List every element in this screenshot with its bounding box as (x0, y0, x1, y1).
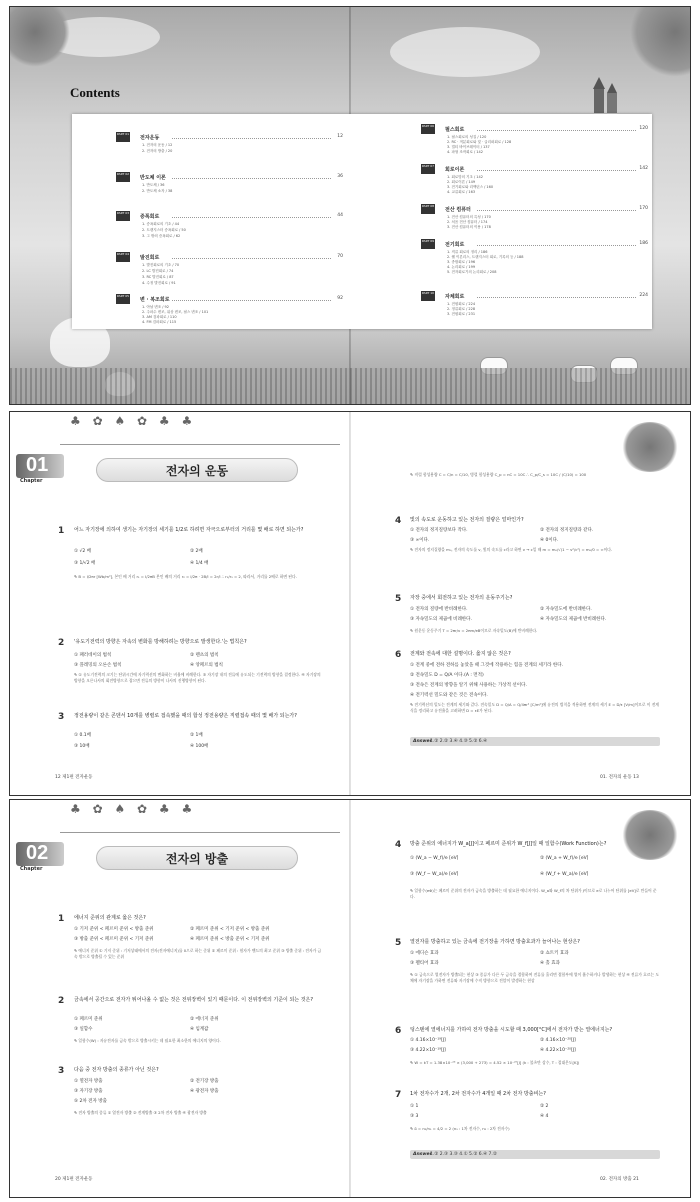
answer-option[interactable]: ① 1 (410, 1104, 419, 1109)
answer-option[interactable]: ① 0.1배 (74, 733, 91, 738)
part-title[interactable]: 반도체 이론 (140, 175, 166, 181)
toc-sub-item[interactable]: 2. 웰 이론리스, 트랜지스터 회로, 기록의 등 / 188 (447, 255, 524, 259)
answer-option[interactable]: ④ 0이다. (540, 538, 559, 543)
leader-line (172, 138, 331, 139)
answer-option[interactable]: ③ 전속은 전계의 방향을 알기 위해 사용하는 가상적 선이다. (410, 683, 527, 688)
answer-option[interactable]: ④ 홀 효과 (540, 961, 560, 966)
part-page: 70 (337, 254, 343, 259)
page-gutter (349, 412, 351, 795)
answer-option[interactable]: ② 1배 (190, 733, 203, 738)
answer-option[interactable]: ① 기저 준위 < 페르미 준위 < 방출 준위 (74, 927, 154, 932)
explanation (74, 1038, 324, 1044)
answer-option[interactable]: ① 전자의 정지질량보다 작다. (410, 528, 468, 533)
toc-sub-item[interactable]: 1. 전자의 운동 / 12 (142, 143, 173, 147)
chapter-number: 01 (26, 454, 49, 476)
leader-line (172, 217, 331, 218)
question-number: 3 (58, 712, 65, 722)
part-title[interactable]: 전자운동 (140, 135, 160, 141)
answer-option[interactable]: ② 쇼트키 효과 (540, 951, 569, 956)
part-badge: PART 02 (116, 172, 130, 182)
answer-option[interactable]: ③ 일함수 (74, 1027, 93, 1032)
explanation (410, 1126, 660, 1132)
question-text: 방출 준위의 에너지가 W_a[J]이고 페르미 준위가 W_f[J]일 때 일함수(Work Function)는? (410, 841, 607, 847)
part-badge: PART 09 (421, 239, 435, 249)
answer-option[interactable]: ③ 방출 준위 < 페르미 준위 < 기저 준위 (74, 937, 154, 942)
leader-line (477, 210, 636, 211)
chapter-number-box (16, 454, 64, 478)
explanation-text: 전자 방출의 종류 ① 열전자 방출 ② 전계방출 ③ 2차 전자 방출 ④ 광전자 방출 (78, 1110, 207, 1115)
answer-option[interactable]: ④ 4 (540, 1114, 549, 1119)
toc-sub-item[interactable]: 2. 회로이론 / 149 (447, 180, 476, 184)
contents-title: Contents (70, 85, 120, 100)
sprout-decoration: ♣ ✿ ♠ ✿ ♣ ♣ (70, 414, 197, 428)
question-number: 2 (58, 638, 65, 648)
toc-sub-item[interactable]: 2. 반도체 소자 / 38 (142, 189, 173, 193)
explanation-text: 직렬 합성용량 C = C/n = C/10, 병렬 합성용량 C_p = nC = 10C ∴ C_p/C_s = 10C / (C/10) = 100 (414, 472, 587, 477)
chapter-title-pill (96, 458, 298, 482)
castle-icon (585, 75, 625, 115)
chapter-rule (60, 444, 340, 445)
page-footer-left: 20 제1편 전자운동 (55, 1177, 93, 1182)
explanation-icon: ✎ (410, 1060, 414, 1065)
explanation-icon: ✎ (74, 1110, 78, 1115)
explanation (74, 948, 324, 960)
toc-sub-item[interactable]: 4. 교류회로 / 163 (447, 190, 476, 194)
toc-sub-item[interactable]: 1. 증폭회로의 기초 / 44 (142, 222, 180, 226)
answer-option[interactable]: ③ 1/√2 배 (74, 561, 96, 566)
part-page: 92 (337, 296, 343, 301)
explanation-icon: ✎ (74, 1038, 78, 1043)
question-number: 5 (395, 594, 402, 604)
answer-option[interactable]: ③ 펠티어 효과 (410, 961, 439, 966)
toc-sub-item[interactable]: 5. 전자회로기의 논리회로 / 208 (447, 270, 497, 274)
answer-option[interactable]: ④ 전기력선 밀도와 같은 것은 전속이다. (410, 693, 488, 698)
explanation-icon: ✎ (410, 628, 414, 633)
question-text: 금속에서 공간으로 전자가 튀어나올 수 없는 것은 전위장벽이 있기 때문이다. 이 전위장벽의 기준이 되는 것은? (74, 997, 314, 1003)
explanation-text: 전기력선의 밀도는 전계의 세기와 같다. 전속밀도 D = Q/A = Q/4πr² [C/m²]에 유전의 법칙을 적용하면 전계의 세기 E = D/ε [V/m]이므로 이 전계식을 정리하고 유전율을 고려하면 D = εE가 된다. (410, 702, 659, 713)
leader-line (172, 258, 331, 259)
explanation-icon: ✎ (410, 702, 414, 707)
toc-sub-item[interactable]: 3. AM 검파회로 / 110 (142, 315, 177, 319)
cloud-decoration (390, 27, 540, 77)
explanation-text: 에너지 준위 ① 기저 준위 : 기저상태에서의 전자(전자에너지)를 0으로 하는 준위 ② 페르미 준위 : 원자가 밴드의 최고 준위 ③ 방출 준위 : 전자가 금속 밖으로 방출될 수 있는 준위 (74, 948, 322, 959)
question-number: 3 (58, 1066, 65, 1076)
part-title[interactable]: 자체회로 (445, 294, 465, 300)
part-title[interactable]: 증폭회로 (140, 214, 160, 220)
explanation-text: B = I/2πr [Wb/m²], 본인 배 거리 r₁ = I/2πB 본인 배의 거리 r₂ = I/2π · 2B/I = 2r/I ∴ r₂/r₁ = 2, 따라서, 거리를 2배로 하면 된다. (78, 574, 297, 579)
answer-option[interactable]: ① 패러데이의 법칙 (74, 653, 112, 658)
part-page: 120 (639, 126, 648, 131)
part-badge: PART 06 (421, 124, 435, 134)
toc-sub-item[interactable]: 1. 전산 컴퓨터의 특성 / 170 (447, 215, 491, 219)
answer-option[interactable]: ④ 앙페르의 법칙 (190, 663, 223, 668)
answer-key-bar (410, 737, 660, 746)
toc-sub-item[interactable]: 2. 트랜지스터 증폭회로 / 50 (142, 228, 186, 232)
question-text: 에너지 준위의 관계로 옳은 것은? (74, 915, 146, 921)
chapter-02-spread (9, 799, 691, 1198)
question-number: 4 (395, 516, 402, 526)
answer-option[interactable]: ③ 3 (410, 1114, 419, 1119)
answer-option[interactable]: ① 에디슨 효과 (410, 951, 439, 956)
explanation (410, 702, 660, 714)
toc-sub-item[interactable]: 1. 직류 회로의 정리 / 186 (447, 250, 488, 254)
question-number: 6 (395, 1026, 402, 1036)
part-page: 44 (337, 213, 343, 218)
toc-sub-item[interactable]: 3. 전기회로와 리액턴스 / 160 (447, 185, 494, 189)
tree-decoration (630, 6, 691, 77)
explanation-icon: ✎ (410, 888, 414, 893)
answer-option[interactable]: ③ 자기장 방출 (74, 1089, 103, 1094)
answer-key-label: Answer (413, 1152, 432, 1157)
answer-option[interactable]: ② 전자의 정지질량과 같다. (540, 528, 594, 533)
part-title[interactable]: 전기회로 (445, 242, 465, 248)
leader-line (477, 130, 636, 131)
part-badge: PART 05 (116, 294, 130, 304)
question-number: 1 (58, 526, 65, 536)
question-text: '유도기전력의 방향은 자속의 변화를 방해하려는 방향으로 발생한다.'는 법칙은? (74, 639, 247, 645)
answer-option[interactable]: ① 열전자 방출 (74, 1079, 103, 1084)
explanation (410, 1060, 660, 1066)
answer-option[interactable]: ④ 4.22×10⁻²⁰[J] (540, 1048, 576, 1053)
toc-sub-item[interactable]: 3. 전원회로 / 231 (447, 312, 476, 316)
explanation-icon: ✎ (410, 1126, 414, 1131)
leader-line (477, 245, 636, 246)
answer-key-label: Answer (413, 739, 432, 744)
answer-option[interactable]: ③ ∞이다. (410, 538, 430, 543)
explanation (74, 1110, 324, 1116)
question-text: 전계와 전속에 대한 설명이다. 옳지 않은 것은? (410, 651, 511, 657)
contents-spread (9, 6, 691, 405)
part-page: 142 (639, 166, 648, 171)
question-number: 4 (395, 840, 402, 850)
answer-option[interactable]: ① 페르미 준위 (74, 1017, 103, 1022)
answer-option[interactable]: ② 전기장 방출 (190, 1079, 219, 1084)
part-badge: PART 01 (116, 132, 130, 142)
part-page: 224 (639, 293, 648, 298)
answer-option[interactable]: ② 전속밀도 D = Q/A 이다.(A : 면적) (410, 673, 484, 678)
chapter-title: 전자의 방출 (165, 852, 229, 866)
explanation-text: 원운동 운동주기 T = 2πr/v = 2πm/eB이므로 자속밀도(B)에 반비례한다. (414, 628, 538, 633)
part-badge: PART 10 (421, 291, 435, 301)
answer-option[interactable]: ① 전자의 질량에 반비례한다. (410, 607, 468, 612)
explanation (410, 547, 650, 553)
part-badge: PART 07 (421, 164, 435, 174)
question-number: 2 (58, 996, 65, 1006)
part-title[interactable]: 발진회로 (140, 255, 160, 261)
explanation (74, 574, 314, 580)
answer-key-text: 1.② 2.③ 3.③ 4.① 5.② 6.④ 7.② (430, 1152, 497, 1157)
answer-option[interactable]: ④ (W_f + W_a)/e [eV] (540, 872, 589, 877)
question-text: 어느 자기장에 의하여 생기는 자기장의 세기를 1/2로 하려면 자극으로부터의 거리를 몇 배로 하면 되는가? (74, 527, 304, 533)
question-text: 빛의 속도로 운동하고 있는 전자의 질량은 얼마인가? (410, 517, 524, 523)
explanation-text: W = kT = 1.38×10⁻²³ × (3,000 + 273) = 4.52 × 10⁻²⁰[J] (k : 볼츠만 상수, T : 절대온도[K]) (414, 1060, 580, 1065)
explanation-text: 일함수(W) : 자유전자를 금속 밖으로 방출시키는 데 필요한 최소한의 에너지의 양이다. (78, 1038, 221, 1043)
explanation-text: 전자의 정지질량을 m₀, 전자의 속도를 v, 빛의 속도를 c라고 하면 v → c일 때 m = m₀/√(1 − v²/c²) = m₀/0 = ∞이다. (414, 547, 613, 552)
toc-sub-item[interactable]: 1. 아날 변조 / 92 (142, 305, 169, 309)
answer-option[interactable]: ④ 페르미 준위 < 방출 준위 < 기저 준위 (190, 937, 270, 942)
part-badge: PART 04 (116, 252, 130, 262)
explanation-text: δ = n₂/n₁ = 4/2 = 2 (n₁ : 1차 전자수, n₂ : 2차 전자수) (414, 1126, 510, 1131)
answer-key-bar (410, 1150, 660, 1159)
chapter-number-box (16, 842, 64, 866)
question-number: 5 (395, 938, 402, 948)
answer-option[interactable]: ② 페르미 준위 < 기저 준위 < 방출 준위 (190, 927, 270, 932)
explanation (410, 628, 650, 634)
explanation-icon: ✎ (410, 547, 414, 552)
toc-sub-item[interactable]: 1. 전원회로 / 224 (447, 302, 476, 306)
explanation (74, 672, 324, 684)
answer-option[interactable]: ② 자속밀도에 반비례한다. (540, 607, 592, 612)
chapter-header (16, 454, 336, 484)
toc-sub-item[interactable]: 4. 파형 조작회로 / 142 (447, 150, 483, 154)
toc-sub-item[interactable]: 3. 전산 컴퓨터의 이용 / 178 (447, 225, 491, 229)
answer-option[interactable]: ④ 1/4 배 (190, 561, 209, 566)
part-page: 186 (639, 241, 648, 246)
question-number: 1 (58, 914, 65, 924)
question-number: 7 (395, 1090, 402, 1100)
chapter-01-spread (9, 411, 691, 796)
answer-option[interactable]: ① 전계 중에 전하 전하를 놓았을 때 그것에 작용하는 힘을 전계의 세기라 한다. (410, 663, 564, 668)
toc-sub-item[interactable]: 2. 처음 전산 컴퓨터 / 174 (447, 220, 488, 224)
part-title[interactable]: 변 · 복조회로 (140, 297, 170, 303)
page-footer-right: 01. 전자의 운동 13 (600, 775, 639, 780)
answer-key-text: 1.② 2.② 3.④ 4.③ 5.② 6.④ (430, 739, 488, 744)
answer-option[interactable]: ① √2 배 (74, 549, 91, 554)
answer-option[interactable]: ④ 임계값 (190, 1027, 209, 1032)
explanation-icon: ✎ (410, 972, 414, 977)
answer-option[interactable]: ② 4.16×10⁻²⁰[J] (540, 1038, 576, 1043)
chapter-number: 02 (26, 842, 49, 864)
leader-line (477, 170, 636, 171)
explanation (410, 972, 660, 984)
toc-sub-item[interactable]: 3. 종합회로 / 196 (447, 260, 476, 264)
explanation-icon: ✎ (74, 574, 78, 579)
part-title[interactable]: 전산 컴퓨터 (445, 207, 471, 213)
part-page: 170 (639, 206, 648, 211)
toc-sub-item[interactable]: 2. 정류회로 / 228 (447, 307, 476, 311)
toc-sub-item[interactable]: 3. RC 발진회로 / 87 (142, 275, 174, 279)
chapter-title-pill (96, 846, 298, 870)
table-of-contents (72, 114, 652, 329)
question-text: 정전용량이 같은 콘덴서 10개를 병렬로 접속했을 때의 합성 정전용량은 직렬접속 때의 몇 배가 되는가? (74, 713, 297, 719)
toc-sub-item[interactable]: 3. 그 밖의 증폭회로 / 62 (142, 234, 181, 238)
toc-sub-item[interactable]: 4. 논리회로 / 199 (447, 265, 476, 269)
leader-line (172, 300, 331, 301)
answer-option[interactable]: ③ 자속밀도의 제곱에 비례한다. (410, 617, 472, 622)
page-footer-left: 12 제1편 전자운동 (55, 775, 93, 780)
explanation (410, 888, 660, 900)
toc-sub-item[interactable]: 2. 전자의 방출 / 20 (142, 149, 173, 153)
leader-line (172, 178, 331, 179)
toc-sub-item[interactable]: 2. 주파수 변조, 위상 변조, 펄스 변조 / 101 (142, 310, 209, 314)
answer-option[interactable]: ④ 100배 (190, 744, 209, 749)
part-page: 12 (337, 134, 343, 139)
explanation-text: 일함수(eΦ)는 페르미 준위의 전자가 금속을 방출하는 데 필요한 에너지이다. W_a와 W_f의 차 단위가 J이므로 e로 나누어 단위를 [eV]로 만들어 준다. (410, 888, 657, 899)
answer-option[interactable]: ② 2배 (190, 549, 203, 554)
explanation-icon: ✎ (74, 672, 78, 677)
chapter-label: Chapter (20, 866, 43, 872)
answer-option[interactable]: ① (W_a − W_f)/e [eV] (410, 856, 459, 861)
chapter-label: Chapter (20, 478, 43, 484)
answer-option[interactable]: ④ 자속밀도의 제곱에 반비례한다. (540, 617, 607, 622)
tree-decoration (9, 6, 70, 67)
explanation-icon: ✎ (410, 472, 414, 477)
toc-sub-item[interactable]: 1. 회로망의 기초 / 142 (447, 175, 483, 179)
explanation-text: ① 유도기전력의 크기는 단위시간에 자기력선의 변화하는 비율에 비례한다. ③ 자기장 내의 전류에 유도되는 기전력의 방향을 결정한다. ④ 자기장의 방향을 오른나사의 회전방향으로 잡으면 전류의 방향이 나사의 진행방향이 된다. (74, 672, 321, 683)
part-title[interactable]: 펄스회로 (445, 127, 465, 133)
leader-line (477, 297, 636, 298)
part-badge: PART 08 (421, 204, 435, 214)
toc-sub-item[interactable]: 1. 반도체 / 36 (142, 183, 165, 187)
toc-sub-item[interactable]: 2. RC · 적분회로와 및 · 클리퍼회로 / 128 (447, 140, 512, 144)
page-gutter (349, 800, 351, 1197)
question-text: 열전자를 방출하고 있는 금속에 전기장을 가하면 방출효과가 늘어나는 현상은? (410, 939, 580, 945)
answer-option[interactable]: ② 2 (540, 1104, 549, 1109)
tree-decoration (620, 810, 680, 860)
toc-sub-item[interactable]: 4. FM 검파회로 / 115 (142, 320, 177, 324)
answer-option[interactable]: ③ 플레밍의 오른손 법칙 (74, 663, 122, 668)
part-title[interactable]: 회로이론 (445, 167, 465, 173)
sprout-decoration: ♣ ✿ ♠ ✿ ♣ ♣ (70, 802, 197, 816)
answer-option[interactable]: ② 렌츠의 법칙 (190, 653, 219, 658)
toc-sub-item[interactable]: 3. 멀티 바이브레이터 / 137 (447, 145, 490, 149)
question-text: 다음 중 전자 방출의 종류가 아닌 것은? (74, 1067, 159, 1073)
answer-option[interactable]: ③ 4.22×10⁻¹⁹[J] (410, 1048, 446, 1053)
answer-option[interactable]: ③ 10배 (74, 744, 90, 749)
chapter-header (16, 842, 336, 872)
toc-sub-item[interactable]: 2. LC 발진회로 / 74 (142, 269, 174, 273)
question-number: 6 (395, 650, 402, 660)
part-badge: PART 03 (116, 211, 130, 221)
tree-decoration (620, 422, 680, 472)
question-text: 자장 중에서 회전하고 있는 전자의 운동주기는? (410, 595, 513, 601)
answer-option[interactable]: ④ 광전자 방출 (190, 1089, 219, 1094)
chapter-title: 전자의 운동 (165, 464, 229, 478)
explanation-text: ① 금속으로 열전자가 방출되는 현상 ③ 종류가 다른 두 금속을 접합하여 전류를 흘리면 접합부에 열이 흡수하거나 발생하는 현상 ④ 전류가 흐르는 도체에 자기장을 가하면 전류와 자기장에 수직 방향으로 전압이 발생하는 현상 (410, 972, 660, 983)
part-page: 36 (337, 174, 343, 179)
toc-sub-item[interactable]: 1. 펄스회로의 성질 / 120 (447, 135, 487, 139)
chapter-rule (60, 832, 340, 833)
answer-option[interactable]: ① 4.16×10⁻¹⁹[J] (410, 1038, 446, 1043)
answer-option[interactable]: ⑤ 2차 전자 방출 (74, 1099, 107, 1104)
answer-option[interactable]: ② 에너지 준위 (190, 1017, 219, 1022)
answer-option[interactable]: ② (W_a + W_f)/e [eV] (540, 856, 589, 861)
toc-sub-item[interactable]: 1. 발진회로의 기초 / 70 (142, 263, 180, 267)
page-footer-right: 02. 전자의 방출 21 (600, 1177, 639, 1182)
explanation (410, 472, 640, 478)
explanation-icon: ✎ (74, 948, 78, 953)
question-text: 1차 전자수가 2개, 2차 전자수가 4개일 때 2차 전자 방출비는? (410, 1091, 546, 1097)
toc-sub-item[interactable]: 4. 수정 발진회로 / 91 (142, 281, 176, 285)
question-text: 텅스텐에 열에너지를 가하여 전자 방출을 시도할 때 3,000[°C]에서 전자가 받는 열에너지는? (410, 1027, 613, 1033)
answer-option[interactable]: ③ (W_f − W_a)/e [eV] (410, 872, 459, 877)
